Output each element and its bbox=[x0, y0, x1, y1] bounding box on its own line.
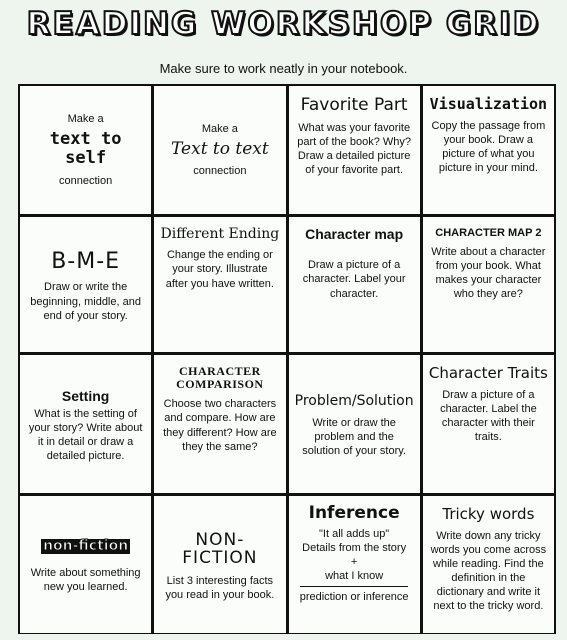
cell-body: Write down any tricky words you come across while reading. Find the definition in the dictionary and write it next to the tricky word. bbox=[430, 529, 547, 612]
cell-body: connection bbox=[59, 174, 113, 187]
grid-cell-non-fiction-learned bbox=[20, 496, 151, 633]
page-title: READING WORKSHOP GRID bbox=[26, 6, 541, 42]
cell-body: connection bbox=[193, 165, 247, 178]
grid-cell-problem-solution bbox=[289, 355, 420, 493]
inference-plus: + bbox=[350, 555, 358, 568]
inference-quote: "It all adds up" bbox=[319, 527, 390, 540]
inference-line-know: what I know bbox=[325, 569, 384, 582]
cell-body: Draw a picture of a character. Label your character. bbox=[302, 259, 406, 300]
grid-cell-character-map bbox=[289, 217, 420, 352]
cell-body: Write or draw the problem and the solution of your story. bbox=[302, 416, 406, 457]
cell-heading: Setting bbox=[61, 388, 110, 405]
grid-cell-character-comparison bbox=[154, 355, 285, 493]
grid-cell-text-to-self bbox=[20, 86, 151, 214]
cell-body: List 3 interesting facts you read in your book. bbox=[165, 575, 275, 602]
cell-pre-text: Make a bbox=[201, 122, 238, 135]
cell-body: What is the setting of your story? Write about it in detail or draw a detailed picture. bbox=[28, 407, 143, 462]
cell-pre-text: Make a bbox=[67, 113, 104, 126]
cell-body: What was your favorite part of the book? Why? Draw a detailed picture of your favorite part. bbox=[297, 121, 411, 176]
cell-heading: CHARACTER MAP 2 bbox=[435, 227, 542, 239]
grid-cell-text-to-text bbox=[154, 86, 285, 214]
inference-line-details: Details from the story bbox=[302, 541, 407, 554]
cell-body: Draw or write the beginning, middle, and end of your story. bbox=[30, 281, 141, 322]
cell-heading: B-M-E bbox=[51, 249, 121, 275]
cell-heading: Text to text bbox=[171, 138, 269, 159]
grid-cell-tricky-words bbox=[423, 496, 554, 633]
cell-heading: NON-FICTION bbox=[182, 529, 258, 569]
grid-cell-favorite-part bbox=[289, 86, 420, 214]
cell-heading: text to self bbox=[49, 129, 122, 168]
cell-body: Write about a character from your book. What makes your character who they are? bbox=[431, 246, 546, 301]
grid-cell-character-map-2 bbox=[423, 217, 554, 352]
cell-heading: non-fiction bbox=[43, 537, 129, 554]
cell-heading: Tricky words bbox=[442, 505, 535, 523]
cell-body: Choose two characters and compare. How are they different? How are they the same? bbox=[163, 398, 277, 453]
cell-body: Copy the passage from your book. Draw a picture of what you picture in your mind. bbox=[431, 119, 546, 174]
grid-cell-setting bbox=[20, 355, 151, 493]
cell-heading: Inference bbox=[308, 503, 400, 523]
page-subtitle: Make sure to work neatly in your notebook. bbox=[159, 61, 408, 76]
cell-heading: Favorite Part bbox=[300, 95, 408, 115]
inference-divider bbox=[300, 586, 407, 587]
grid-cell-bme bbox=[20, 217, 151, 352]
grid-cell-character-traits bbox=[423, 355, 554, 493]
inference-result: prediction or inference bbox=[299, 591, 409, 603]
cell-heading: Different Ending bbox=[160, 226, 280, 242]
grid-cell-visualization bbox=[423, 86, 554, 214]
cell-body: Write about something new you learned. bbox=[30, 567, 141, 594]
workshop-grid bbox=[18, 84, 556, 634]
cell-heading: Visualization bbox=[429, 95, 548, 113]
cell-heading: Problem/Solution bbox=[294, 393, 414, 410]
cell-body: Change the ending or your story. Illustrate after you have written. bbox=[165, 249, 274, 290]
cell-body: Draw a picture of a character. Label the character with their traits. bbox=[440, 388, 537, 443]
grid-cell-inference bbox=[289, 496, 420, 633]
grid-cell-different-ending bbox=[154, 217, 285, 352]
cell-heading: Character Traits bbox=[428, 364, 548, 382]
cell-heading: CHARACTER COMPARISON bbox=[176, 364, 264, 392]
grid-cell-non-fiction-facts bbox=[154, 496, 285, 633]
cell-heading: Character map bbox=[305, 226, 404, 242]
